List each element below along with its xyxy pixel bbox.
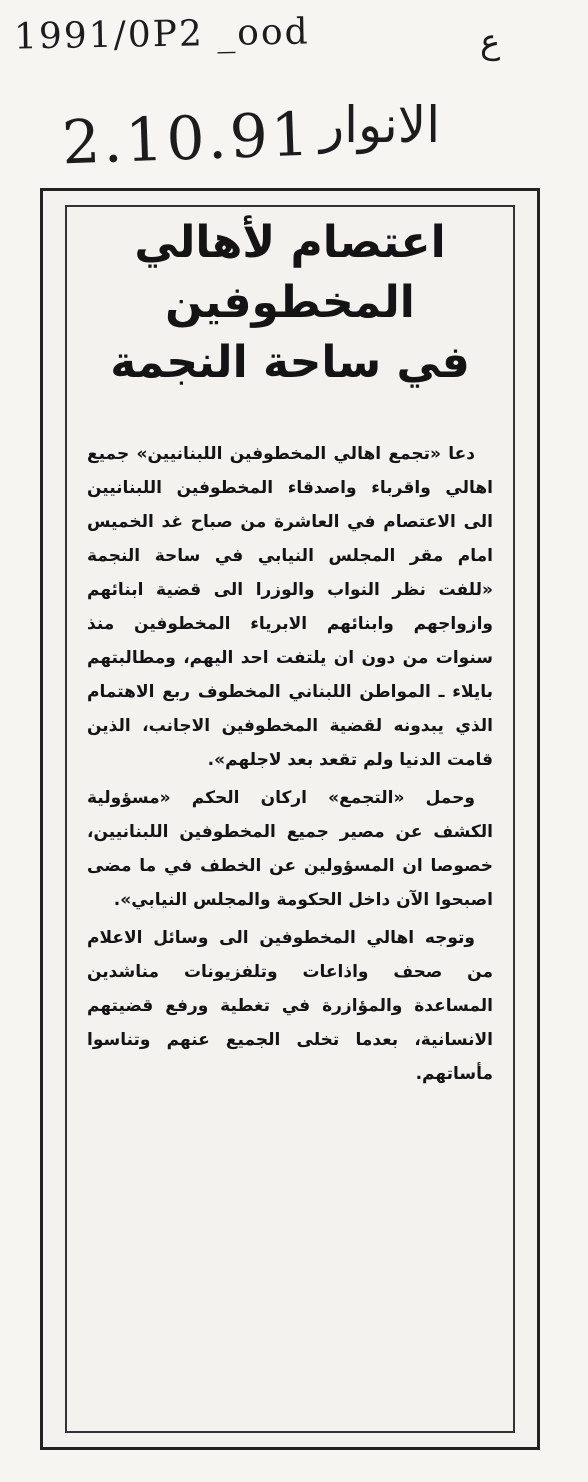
archive-reference: 1991/0P2 _ood [13, 11, 310, 58]
headline-line-2: المخطوفين [165, 277, 415, 328]
handwritten-date: 2.10.91 [60, 99, 314, 179]
article-body [87, 437, 493, 1091]
article-paragraph: وتوجه اهالي المخطوفين الى وسائل الاعلام من صحف واذاعات وتلفزيونات مناشدين المساعدة والمؤازرة في تغطية ورفع قضيتهم الانسانية، بعدما تخلى الجميع عنهم وتناسوا مأساتهم. [87, 928, 493, 1084]
headline-line-3: في ساحة النجمة [110, 337, 470, 388]
newspaper-name: الانوار [320, 96, 441, 154]
article-paragraph: وحمل «التجمع» اركان الحكم «مسؤولية الكشف عن مصير جميع المخطوفين اللبنانيين، خصوصا ان المسؤولين عن الخطف في ما مضى اصبحوا الآن داخل الحكومة والمجلس النيابي». [87, 788, 493, 910]
article-paragraph: دعا «تجمع اهالي المخطوفين اللبنانيين» جميع اهالي واقرباء واصدقاء المخطوفين اللبنانيين الى الاعتصام في العاشرة من صباح غد الخميس امام مقر المجلس النيابي في ساحة النجمة «للفت نظر النواب والوزرا الى قضية ابنائهم وازواجهم وابنائهم الابرياء المخطوفين منذ سنوات من دون ان يلتفت احد اليهم، ومطالبتهم بايلاء ـ المواطن اللبناني المخطوف ربع الاهتمام الذي يبدونه لقضية المخطوفين الاجانب، الذين قامت الدنيا ولم تقعد بعد لاجلهم». [87, 444, 493, 770]
headline-line-1: اعتصام لأهالي [134, 217, 446, 268]
article-headline [43, 213, 537, 393]
archive-mark: ع [480, 22, 501, 62]
newspaper-clipping [40, 188, 540, 1450]
